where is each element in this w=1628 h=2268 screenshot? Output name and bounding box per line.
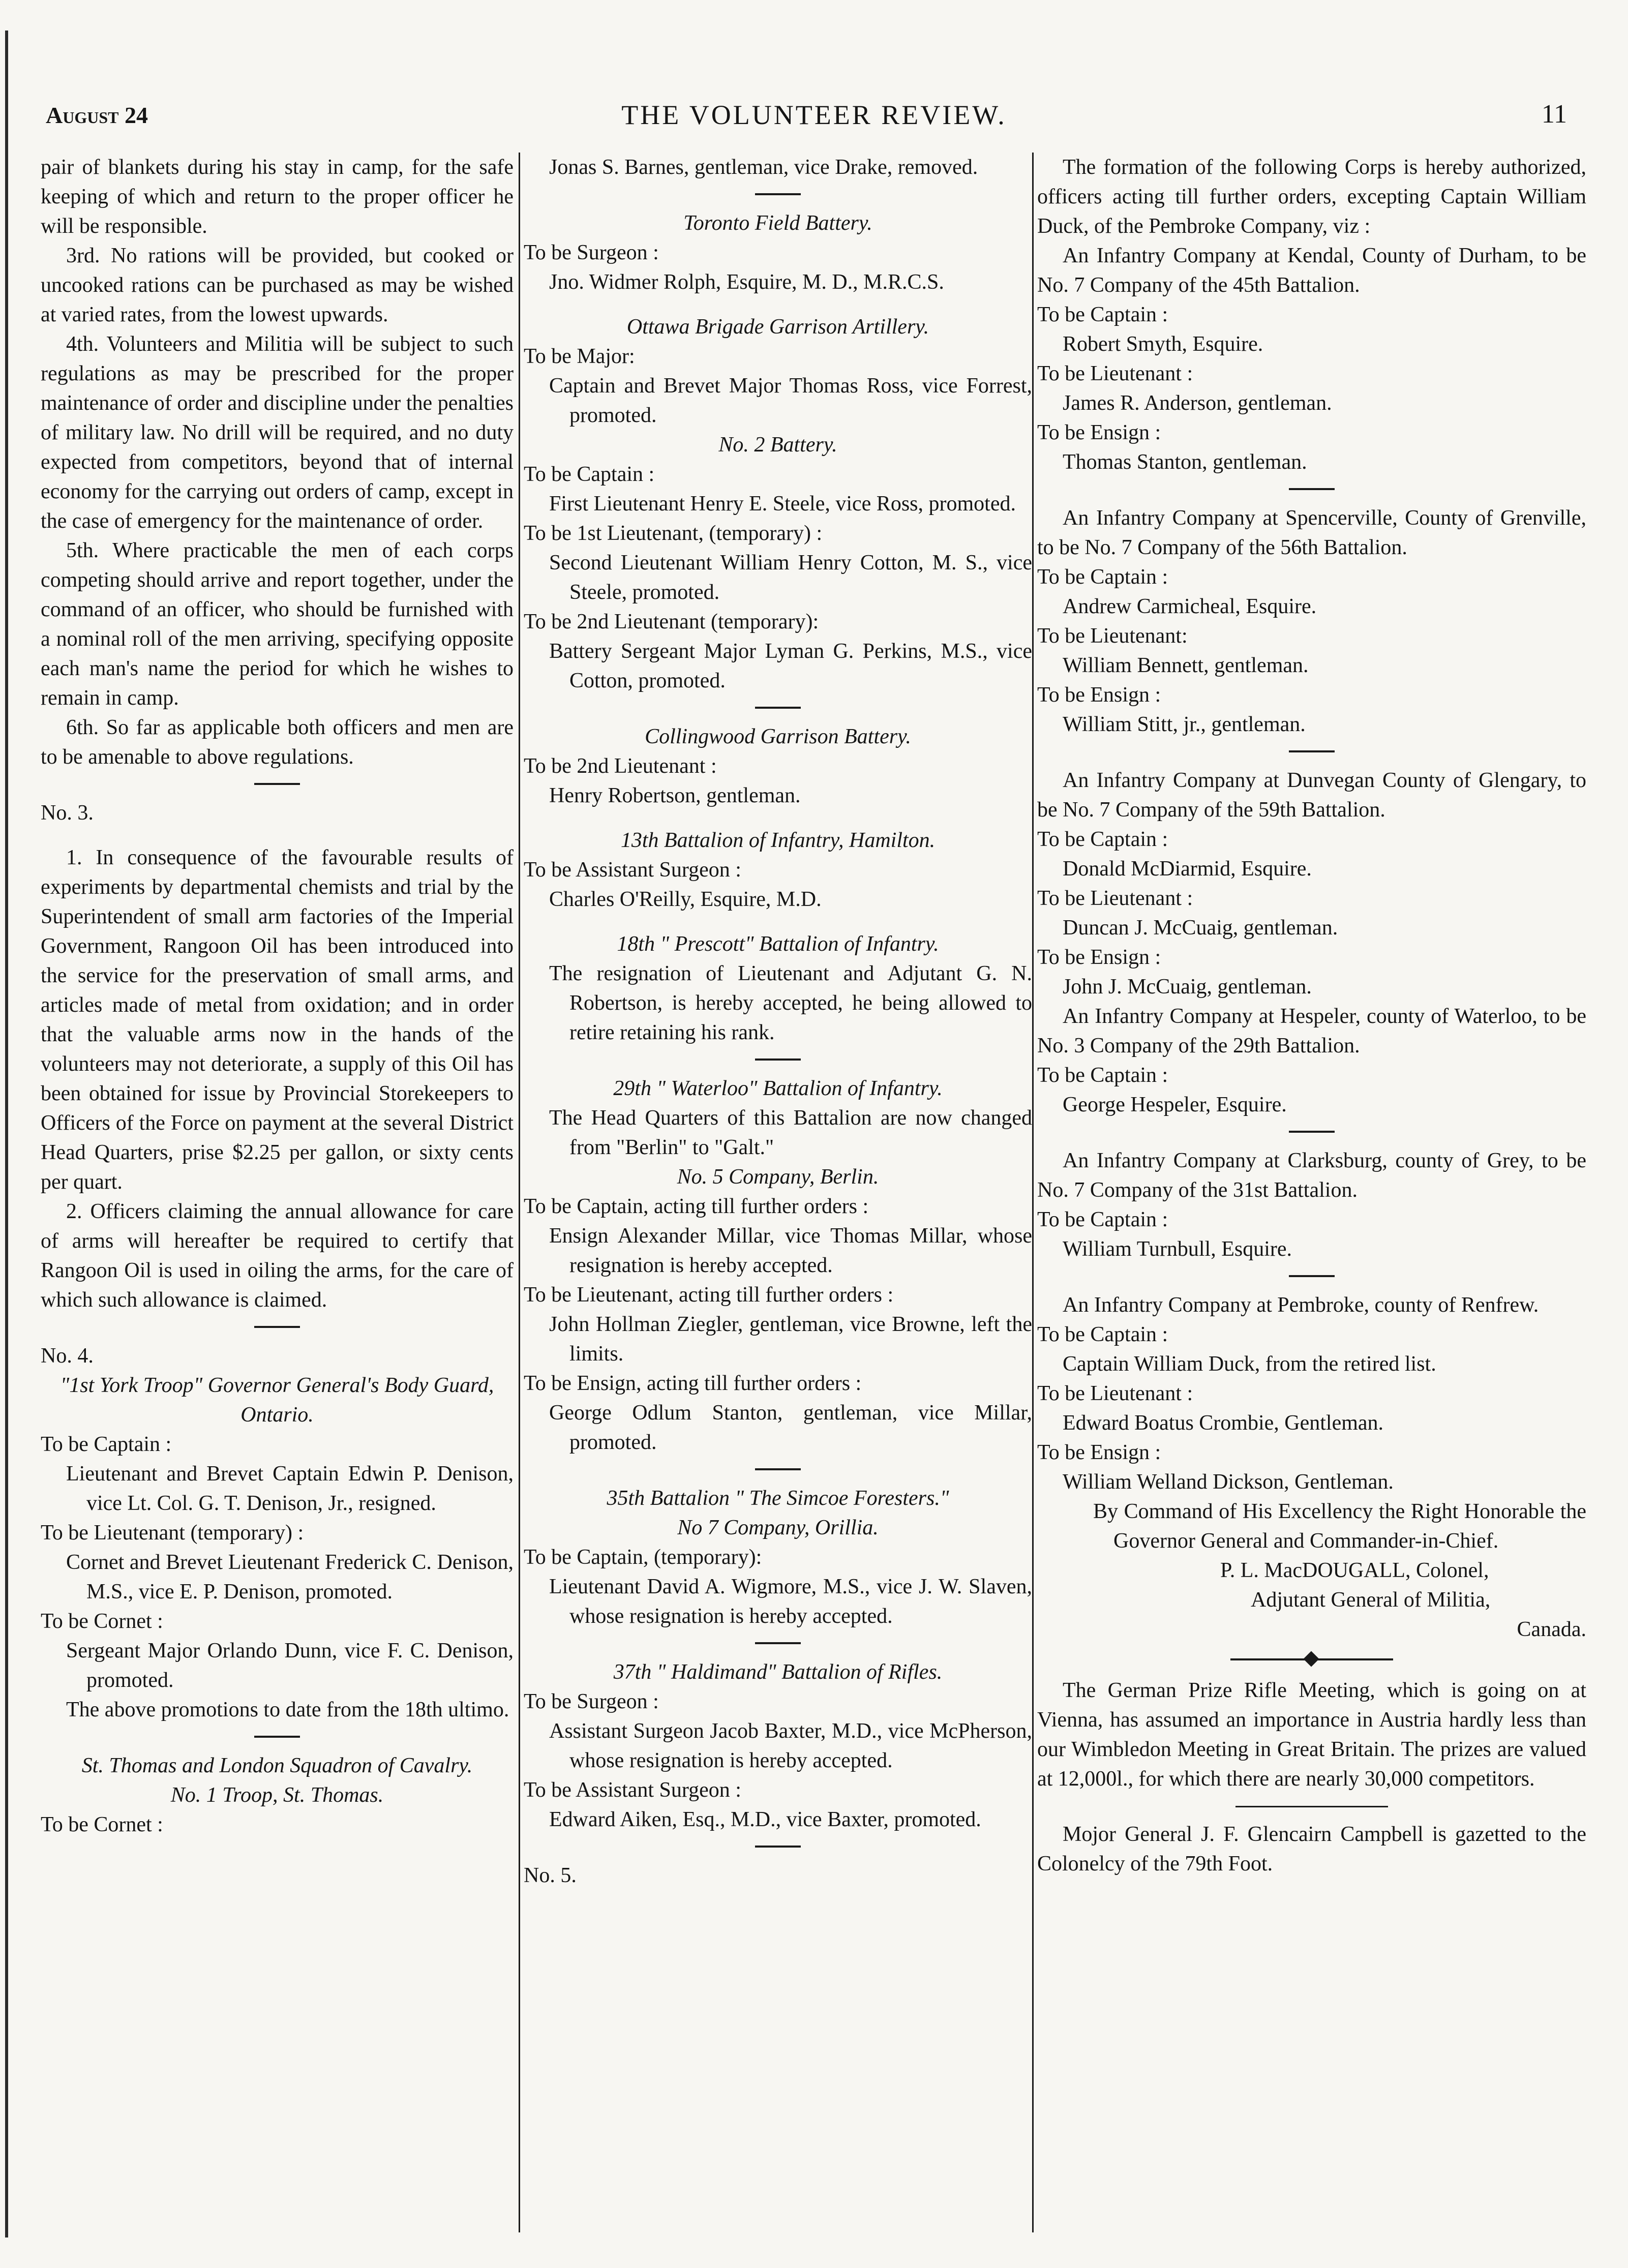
appointment-entry: George Hespeler, Esquire. <box>1063 1093 1287 1116</box>
paragraph: 5th. Where practicable the men of each corps competing should arrive and report together, under the command of an officer, who should be furnished with a nominal roll of the men arriving, specifying opposite each man's name the period for which he wishes to remain in camp. <box>41 539 514 710</box>
appointment-entry: Duncan J. McCuaig, gentleman. <box>1063 916 1338 940</box>
section-subheading: No. 1 Troop, St. Thomas. <box>170 1783 384 1807</box>
section-rule <box>254 783 300 785</box>
signature-name: P. L. MacDOUGALL, Colonel, <box>1220 1559 1489 1582</box>
section-rule <box>755 1642 801 1644</box>
appointment-line: To be Captain, (temporary): <box>524 1546 762 1569</box>
appointment-line: To be 1st Lieutenant, (temporary) : <box>524 522 823 545</box>
paragraph: An Infantry Company at Spencerville, County of Grenville, to be No. 7 Company of the 56th Battalion. <box>1037 506 1586 559</box>
section-heading: St. Thomas and London Squadron of Cavalry. <box>81 1754 473 1777</box>
header-title: THE VOLUNTEER REVIEW. <box>621 100 1007 130</box>
paragraph: 1. In consequence of the favourable results of experiments by departmental chemists and trial by the Superintendent of small arm factories of the Imperial Government, Rangoon Oil has been introduced into the service for the preservation of small arms, and articles made of metal from oxidation; and in order that the valuable arms now in the hands of the volunteers may not deteriorate, a supply of this Oil has been obtained for issue by Provincial Storekeepers to Officers of the Force on payment at the several District Head Quarters, prise $2.25 per gallon, or sixty cents per quart. <box>41 846 514 1194</box>
paragraph: 6th. So far as applicable both officers and men are to be amenable to above regulations. <box>41 716 514 769</box>
paragraph: An Infantry Company at Pembroke, county of Renfrew. <box>1063 1293 1539 1317</box>
appointment-entry: John Hollman Ziegler, gentleman, vice Browne, left the limits. <box>549 1313 1032 1366</box>
appointment-entry: Edward Boatus Crombie, Gentleman. <box>1063 1411 1384 1435</box>
appointment-line: To be Ensign : <box>1037 1441 1161 1464</box>
appointment-line: To be Surgeon : <box>524 241 659 264</box>
appointment-entry: Jno. Widmer Rolph, Esquire, M. D., M.R.C.S. <box>549 270 944 294</box>
appointment-line: To be Captain : <box>41 1433 172 1456</box>
appointment-line: To be Captain : <box>1037 1064 1168 1087</box>
page-header <box>41 97 1587 142</box>
appointment-entry: Andrew Carmicheal, Esquire. <box>1063 595 1317 618</box>
appointment-entry: William Welland Dickson, Gentleman. <box>1063 1470 1394 1494</box>
section-heading: "1st York Troop" Governor General's Body Guard, Ontario. <box>60 1374 494 1427</box>
appointment-entry: The Head Quarters of this Battalion are now changed from "Berlin" to "Galt." <box>549 1106 1032 1159</box>
section-subheading: No. 2 Battery. <box>718 433 837 457</box>
section-heading: 37th " Haldimand" Battalion of Rifles. <box>613 1660 943 1684</box>
section-heading: Ottawa Brigade Garrison Artillery. <box>626 315 929 339</box>
section-subheading: No 7 Company, Orillia. <box>677 1516 879 1539</box>
section-rule <box>1289 488 1335 490</box>
appointment-entry: Captain William Duck, from the retired list. <box>1063 1352 1436 1376</box>
order-number: No. 4. <box>41 1344 94 1368</box>
appointment-entry: William Turnbull, Esquire. <box>1063 1237 1292 1261</box>
news-paragraph: Mojor General J. F. Glencairn Campbell is gazetted to the Colonelcy of the 79th Foot. <box>1037 1823 1586 1876</box>
section-rule <box>755 1846 801 1848</box>
appointment-entry: Second Lieutenant William Henry Cotton, M. S., vice Steele, promoted. <box>549 551 1032 604</box>
section-rule <box>254 1326 300 1328</box>
order-number: No. 5. <box>524 1864 577 1887</box>
column-2 <box>524 153 1032 1890</box>
appointment-line: To be Captain : <box>1037 828 1168 851</box>
appointment-entry: Lieutenant and Brevet Captain Edwin P. Denison, vice Lt. Col. G. T. Denison, Jr., resigned. <box>66 1462 514 1515</box>
paragraph: 3rd. No rations will be provided, but cooked or uncooked rations can be purchased as may be wished at varied rates, from the lowest upwards. <box>41 244 514 326</box>
appointment-line: To be Cornet : <box>41 1610 163 1633</box>
appointment-line: To be Assistant Surgeon : <box>524 858 741 882</box>
appointment-entry: George Odlum Stanton, gentleman, vice Millar, promoted. <box>549 1401 1032 1454</box>
column-1 <box>41 153 514 1839</box>
section-rule <box>755 193 801 195</box>
appointment-line: To be 2nd Lieutenant (temporary): <box>524 610 819 633</box>
paragraph: An Infantry Company at Kendal, County of Durham, to be No. 7 Company of the 45th Battalion. <box>1037 244 1586 297</box>
appointment-entry: Assistant Surgeon Jacob Baxter, M.D., vice McPherson, whose resignation is hereby accepted. <box>549 1719 1032 1772</box>
ornamental-rule <box>1230 1658 1393 1660</box>
appointment-entry: The above promotions to date from the 18th ultimo. <box>66 1698 509 1721</box>
appointment-entry: Ensign Alexander Millar, vice Thomas Millar, whose resignation is hereby accepted. <box>549 1224 1032 1277</box>
order-number: No. 3. <box>41 801 94 825</box>
news-paragraph: The German Prize Rifle Meeting, which is going on at Vienna, has assumed an importance in Austria hardly less than our Wimbledon Meeting in Great Britain. The prizes are valued at 12,000l., for which there are nearly 30,000 competitors. <box>1037 1679 1586 1791</box>
appointment-entry: Cornet and Brevet Lieutenant Frederick C. Denison, M.S., vice E. P. Denison, promoted. <box>66 1551 514 1604</box>
appointment-entry: Thomas Stanton, gentleman. <box>1063 450 1307 474</box>
appointment-entry: Edward Aiken, Esq., M.D., vice Baxter, promoted. <box>549 1808 981 1831</box>
appointment-entry: First Lieutenant Henry E. Steele, vice Ross, promoted. <box>549 492 1016 516</box>
appointment-entry: Henry Robertson, gentleman. <box>549 784 801 807</box>
appointment-line: To be Lieutenant : <box>1037 362 1193 385</box>
section-heading: 13th Battalion of Infantry, Hamilton. <box>620 829 936 852</box>
appointment-entry: Jonas S. Barnes, gentleman, vice Drake, removed. <box>549 156 978 179</box>
section-rule <box>755 1059 801 1061</box>
appointment-entry: Robert Smyth, Esquire. <box>1063 332 1263 356</box>
appointment-line: To be Lieutenant : <box>1037 1382 1193 1405</box>
appointment-line: To be Ensign : <box>1037 946 1161 969</box>
section-rule <box>755 707 801 709</box>
column-3 <box>1037 153 1586 1879</box>
appointment-entry: Charles O'Reilly, Esquire, M.D. <box>549 888 822 911</box>
appointment-entry: Sergeant Major Orlando Dunn, vice F. C. Denison, promoted. <box>66 1639 514 1692</box>
paragraph: 4th. Volunteers and Militia will be subject to such regulations as may be prescribed for the proper maintenance of order and discipline under the penalties of military law. No drill will be required, and no duty expected from competitors, beyond that of internal economy for the carrying out orders of camp, except in the case of emergency for the maintenance of order. <box>41 332 514 533</box>
appointment-line: To be Lieutenant (temporary) : <box>41 1521 304 1545</box>
section-heading: Collingwood Garrison Battery. <box>645 725 911 748</box>
column-divider <box>1032 153 1034 2232</box>
appointment-entry: Battery Sergeant Major Lyman G. Perkins, M.S., vice Cotton, promoted. <box>549 640 1032 692</box>
appointment-line: To be Surgeon : <box>524 1690 659 1713</box>
appointment-line: To be Captain : <box>1037 1208 1168 1231</box>
appointment-line: To be Cornet : <box>41 1813 163 1836</box>
section-heading: Toronto Field Battery. <box>683 211 872 235</box>
section-rule <box>755 1468 801 1470</box>
appointment-line: To be Lieutenant, acting till further orders : <box>524 1283 894 1307</box>
page-number: 11 <box>1541 100 1567 129</box>
appointment-entry: Lieutenant David A. Wigmore, M.S., vice J. W. Slaven, whose resignation is hereby accepted. <box>549 1575 1032 1628</box>
appointment-line: To be Captain : <box>524 463 655 486</box>
section-heading: 18th " Prescott" Battalion of Infantry. <box>617 932 939 956</box>
appointment-line: To be Ensign, acting till further orders : <box>524 1372 862 1395</box>
appointment-entry: John J. McCuaig, gentleman. <box>1063 975 1312 999</box>
paragraph: An Infantry Company at Hespeler, county of Waterloo, to be No. 3 Company of the 29th Battalion. <box>1037 1005 1586 1057</box>
appointment-entry: James R. Anderson, gentleman. <box>1063 391 1332 415</box>
appointment-entry: William Stitt, jr., gentleman. <box>1063 713 1306 736</box>
paragraph: The formation of the following Corps is hereby authorized, officers acting till further orders, excepting Captain William Duck, of the Pembroke Company, viz : <box>1037 156 1586 238</box>
appointment-line: To be Assistant Surgeon : <box>524 1778 741 1802</box>
section-heading: 29th " Waterloo" Battalion of Infantry. <box>613 1077 943 1100</box>
appointment-line: To be Lieutenant: <box>1037 624 1188 648</box>
appointment-line: To be Captain : <box>1037 1323 1168 1346</box>
appointment-entry: The resignation of Lieutenant and Adjutant G. N. Robertson, is hereby accepted, he being allowed to retire retaining his rank. <box>549 962 1032 1044</box>
appointment-line: To be Major: <box>524 345 635 368</box>
signature-country: Canada. <box>1517 1618 1586 1641</box>
paragraph: pair of blankets during his stay in camp, for the safe keeping of which and return to the proper officer he will be responsible. <box>41 156 514 238</box>
section-subheading: No. 5 Company, Berlin. <box>677 1165 879 1189</box>
appointment-entry: Donald McDiarmid, Esquire. <box>1063 857 1312 881</box>
appointment-line: To be Captain, acting till further orders : <box>524 1195 869 1218</box>
appointment-line: To be Ensign : <box>1037 683 1161 707</box>
appointment-entry: William Bennett, gentleman. <box>1063 654 1309 677</box>
section-heading: 35th Battalion " The Simcoe Foresters." <box>607 1487 949 1510</box>
signature-title: Adjutant General of Militia, <box>1251 1588 1491 1612</box>
column-divider <box>519 153 520 2232</box>
section-rule <box>1289 750 1335 752</box>
paragraph: 2. Officers claiming the annual allowance for care of arms will hereafter be required to certify that Rangoon Oil is used in oiling the arms, for the care of which such allowance is claimed. <box>41 1200 514 1312</box>
appointment-line: To be Captain : <box>1037 303 1168 326</box>
paragraph: An Infantry Company at Dunvegan County of Glengary, to be No. 7 Company of the 59th Battalion. <box>1037 769 1586 822</box>
section-rule <box>1289 1131 1335 1133</box>
appointment-line: To be 2nd Lieutenant : <box>524 754 717 778</box>
binding-edge <box>5 31 8 2237</box>
section-rule <box>254 1736 300 1738</box>
header-date: August 24 <box>46 102 148 128</box>
section-rule <box>1235 1806 1388 1807</box>
signature-command: By Command of His Excellency the Right Honorable the Governor General and Commander-in-Chief. <box>1093 1500 1586 1553</box>
appointment-entry: Captain and Brevet Major Thomas Ross, vice Forrest, promoted. <box>549 374 1032 427</box>
paragraph: An Infantry Company at Clarksburg, county of Grey, to be No. 7 Company of the 31st Battalion. <box>1037 1149 1586 1202</box>
section-rule <box>1289 1275 1335 1277</box>
appointment-line: To be Captain : <box>1037 565 1168 589</box>
appointment-line: To be Lieutenant : <box>1037 887 1193 910</box>
appointment-line: To be Ensign : <box>1037 421 1161 444</box>
